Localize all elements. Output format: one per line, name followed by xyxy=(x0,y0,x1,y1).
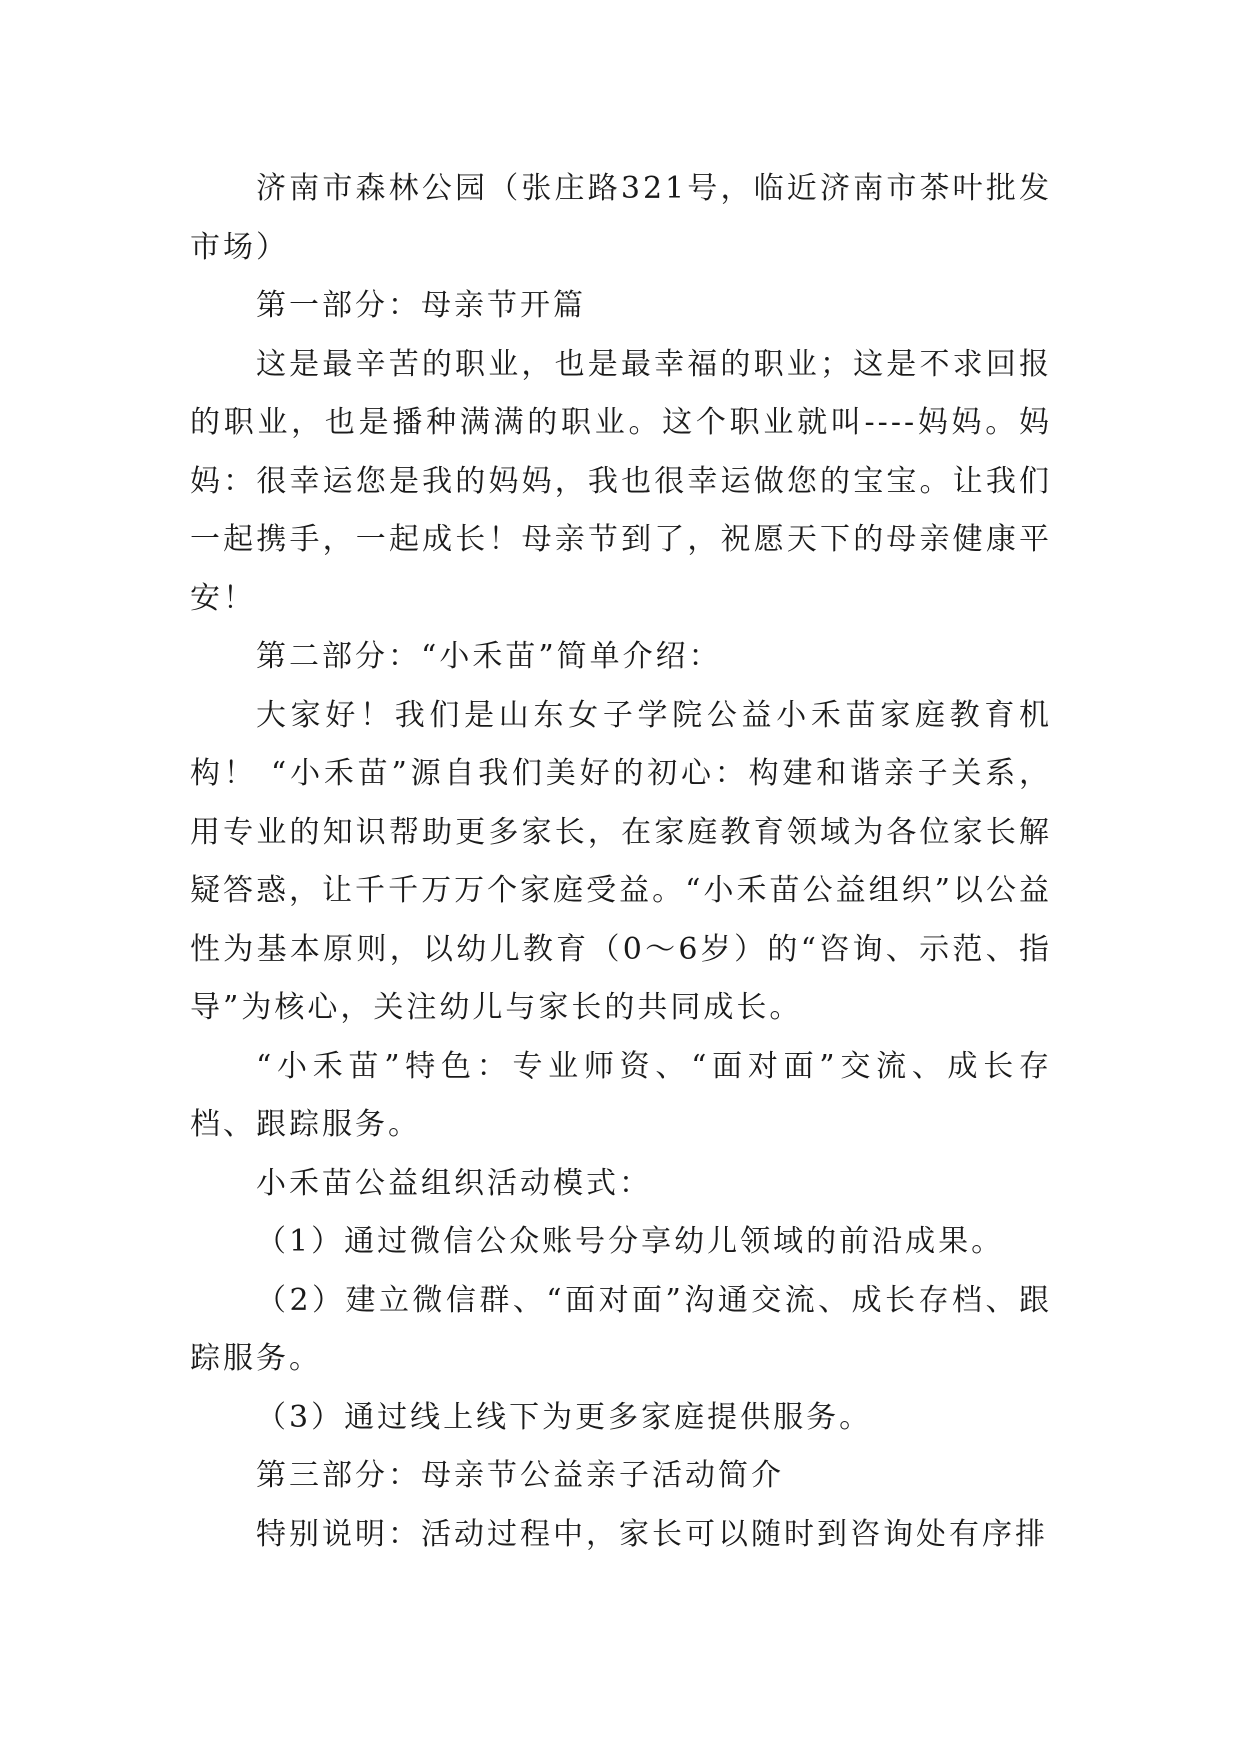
special-note-paragraph: 特别说明：活动过程中，家长可以随时到咨询处有序排 xyxy=(256,1516,1048,1552)
organization-intro-paragraph: 大家好！我们是山东女子学院公益小禾苗家庭教育机构！ “小禾苗”源自我们美好的初心：构建和谐亲子关系，用专业的知识帮助更多家长，在家庭教育领域为各位家长解疑答惑，让千千万万个家庭受益。“小禾苗公益组织”以公益性为基本原则，以幼儿教育（0～6岁）的“咨询、示范、指导”为核心，关注幼儿与家长的共同成长。 xyxy=(190,697,1052,1025)
activity-mode-item-3: （3）通过线上线下为更多家庭提供服务。 xyxy=(256,1399,873,1435)
activity-mode-item-1: （1）通过微信公众账号分享幼儿领域的前沿成果。 xyxy=(256,1224,1005,1259)
activity-mode-item-2: （2）建立微信群、“面对面”沟通交流、成长存档、跟踪服务。 xyxy=(190,1282,1052,1376)
section-one-heading: 第一部分：母亲节开篇 xyxy=(256,288,586,323)
activity-mode-heading: 小禾苗公益组织活动模式： xyxy=(256,1165,652,1201)
opening-paragraph: 这是最辛苦的职业，也是最幸福的职业；这是不求回报的职业，也是播种满满的职业。这个职业就叫----妈妈。妈妈：很幸运您是我的妈妈，我也很幸运做您的宝宝。让我们一起携手，一起成长！母亲节到了，祝愿天下的母亲健康平安！ xyxy=(190,346,1052,616)
venue-address-paragraph: 济南市森林公园（张庄路321号，临近济南市茶叶批发市场） xyxy=(190,171,1052,265)
section-two-heading: 第二部分：“小禾苗”简单介绍： xyxy=(256,639,722,674)
section-three-heading: 第三部分：母亲节公益亲子活动简介 xyxy=(256,1458,784,1493)
features-paragraph: “小禾苗”特色：专业师资、“面对面”交流、成长存档、跟踪服务。 xyxy=(190,1048,1052,1142)
document-body xyxy=(190,160,1052,1564)
